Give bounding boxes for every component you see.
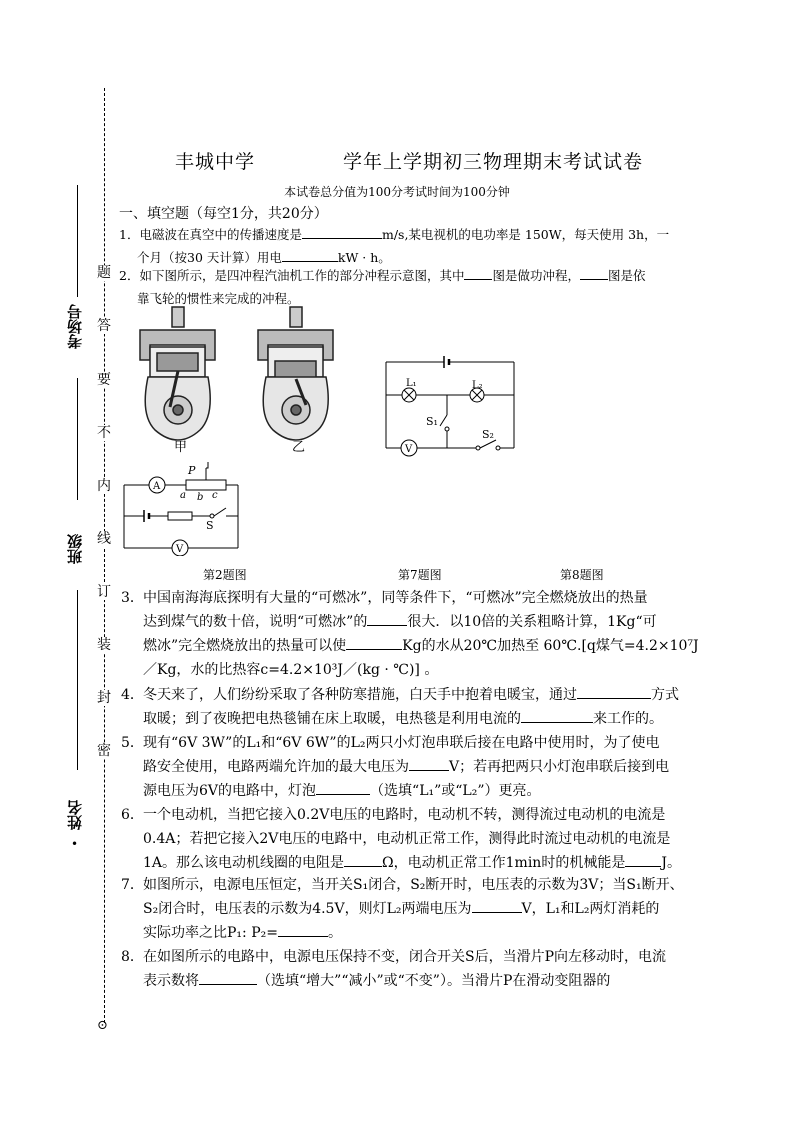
exam-room-label: 考场号 [66,304,84,349]
binding-char: 内 [92,478,116,494]
engine-right-figure [258,307,333,440]
answer-blank[interactable] [316,780,370,795]
answer-blank[interactable] [346,635,402,650]
question-text: 在如图所示的电路中，电源电压保持不变，闭合开关S后，当滑片P向左移动时，电流 [143,949,667,965]
question-text: S₂闭合时，电压表的示数为4.5V，则灯L₂两端电压为 [143,901,472,917]
exam-room-fill-line [77,185,78,297]
class-label: 班级 [66,534,84,564]
question-text: 方式 [651,687,679,703]
binding-char: 要 [92,372,116,388]
answer-blank[interactable] [282,247,338,262]
question-text: （选填“增大”“减小”或“不变”）。当滑片P在滑动变阻器的 [257,973,611,989]
question-text: 达到煤气的数十倍，说明“可燃冰”的 [143,614,368,630]
terminal-b-label: b [197,492,204,503]
question-number: 5． [121,735,144,751]
name-label: 姓名 [66,800,84,830]
question-text: 现有“6V 3W”的L₁和“6V 6W”的L₂两只小灯泡串联后接在电路中使用时，为了使电 [143,735,660,751]
answer-blank[interactable] [409,756,449,771]
switch-s1-label: S₁ [426,415,438,428]
question-text: 实际功率之比P₁: P₂= [143,925,278,941]
section-heading: 一、填空题（每空1分，共20分） [119,206,328,222]
answer-blank[interactable] [302,224,382,239]
question-text: 燃冰”完全燃烧放出的热量可以使 [143,638,347,654]
exam-subtitle: 本试卷总分值为100分考试时间为100分钟 [284,185,510,199]
answer-blank[interactable] [580,265,608,280]
answer-blank[interactable] [577,684,651,699]
question-text: 如图所示，电源电压恒定，当开关S₁闭合，S₂断开时，电压表的示数为3V；当S₁断开、 [143,877,684,893]
answer-blank[interactable] [625,852,661,867]
binding-char: 答 [92,318,116,334]
question-text: V；若再把两只小灯泡串联后接到电 [449,759,670,775]
question-number: 4． [121,687,144,703]
binding-char: 题 [92,265,116,281]
question-number: 2． [119,268,140,283]
question-text: 0.4A；若把它接入2V电压的电路中，电动机正常工作，测得此时流过电动机的电流是 [143,831,671,847]
binding-char: 密 [92,743,116,759]
terminal-a-label: a [180,490,186,501]
engine-diagrams [130,305,380,455]
question-text: 很大．以10倍的关系粗略计算，1Kg“可 [407,614,657,630]
question-text: 靠飞轮的惯性来完成的冲程。 [137,291,300,306]
question-text: 图是做功冲程， [492,268,580,283]
question-text: 来工作的。 [593,711,663,727]
question-6 [121,803,681,875]
binding-char: 线 [92,531,116,547]
school-name: 丰城中学 [175,151,256,173]
question-text: V，L₁和L₂两灯消耗的 [521,901,660,917]
binding-char: 订 [92,584,116,600]
lamp-l1-label: L₁ [406,378,417,389]
question-text: 源电压为6V的电路中，灯泡 [143,783,317,799]
slider-p-label: P [188,464,196,477]
engine-left-figure [140,307,215,440]
exam-title: 学年上学期初三物理期末考试试卷 [343,151,644,173]
binding-circle-mark: ⊙ [97,1018,108,1033]
question-text: 一个电动机，当把它接入0.2V电压的电路时，电动机不转，测得流过电动机的电流是 [143,807,666,823]
question-number: 7． [121,877,144,893]
switch-s2-label: S₂ [482,428,494,441]
answer-blank[interactable] [278,922,328,937]
question-text: 。 [327,925,342,941]
question-text: ／Kg，水的比热容c=4.2×10³J／(kg · ℃)] 。 [143,662,439,678]
question-number: 6． [121,807,144,823]
question-text: 冬天来了，人们纷纷采取了各种防寒措施，白天手中抱着电暖宝，通过 [143,687,577,703]
binding-char: 不 [92,425,116,441]
question-1 [119,223,679,269]
switch-s-label: S [206,519,214,532]
question-text: 路安全使用，电路两端允许加的最大电压为 [143,759,409,775]
ammeter-label: A [153,481,161,492]
question-text: 1A。那么该电动机线圈的电阻是 [143,855,345,871]
terminal-c-label: c [212,490,218,501]
question-text: Ω，电动机正常工作1min时的机械能是 [382,855,626,871]
answer-blank[interactable] [367,611,407,626]
question-3 [121,586,699,682]
question-text: Kg的水从20℃加热至 60℃.[q煤气=4.2×10⁷J [402,638,699,654]
voltmeter-label: V [405,444,413,455]
question-number: 1． [119,227,140,242]
binding-char: 封 [92,690,116,706]
question-text: m/s,某电视机的电功率是 150W，每天使用 3h，一 [381,227,670,242]
question-text: 取暖；到了夜晚把电热毯铺在床上取暖，电热毯是利用电流的 [143,711,521,727]
voltmeter-label: V [176,544,184,555]
binding-char: 装 [92,637,116,653]
question-text: J。 [661,855,681,871]
engine-left-label: 甲 [174,440,188,455]
answer-blank[interactable] [472,898,522,913]
q8-circuit-diagram [118,458,248,556]
answer-blank[interactable] [521,708,593,723]
answer-blank[interactable] [464,265,492,280]
question-text: 中国南海海底探明有大量的“可燃冰”，同等条件下，“可燃冰”完全燃烧放出的热量 [143,590,648,606]
question-text: 电磁波在真空中的传播速度是 [139,227,302,242]
question-text: （选填“L₁”或“L₂”）更亮。 [370,783,541,799]
question-text: 表示数将 [143,973,199,989]
question-text: 个月（按30 天计算）用电 [137,250,282,265]
caption-fig2: 第2题图 [203,568,247,582]
answer-blank[interactable] [199,970,257,985]
caption-fig7: 第7题图 [398,568,442,582]
question-text: 如下图所示，是四冲程汽油机工作的部分冲程示意图，其中 [139,268,465,283]
question-text: 图是依 [607,268,646,283]
class-fill-line [77,378,78,500]
engine-right-label: 乙 [292,440,306,455]
name-dot: • [71,837,79,851]
question-7 [121,873,684,945]
question-8 [121,945,681,993]
lamp-l2-label: L₂ [472,380,483,391]
name-fill-line [77,590,78,770]
question-text: kW · h。 [337,250,391,265]
q7-circuit-diagram [378,350,528,462]
question-number: 8． [121,949,144,965]
binding-dashed-line [104,88,105,1023]
caption-fig8: 第8题图 [560,568,604,582]
question-4 [121,683,681,731]
answer-blank[interactable] [344,852,382,867]
question-2 [119,264,679,310]
question-5 [121,731,681,803]
question-number: 3． [121,590,144,606]
